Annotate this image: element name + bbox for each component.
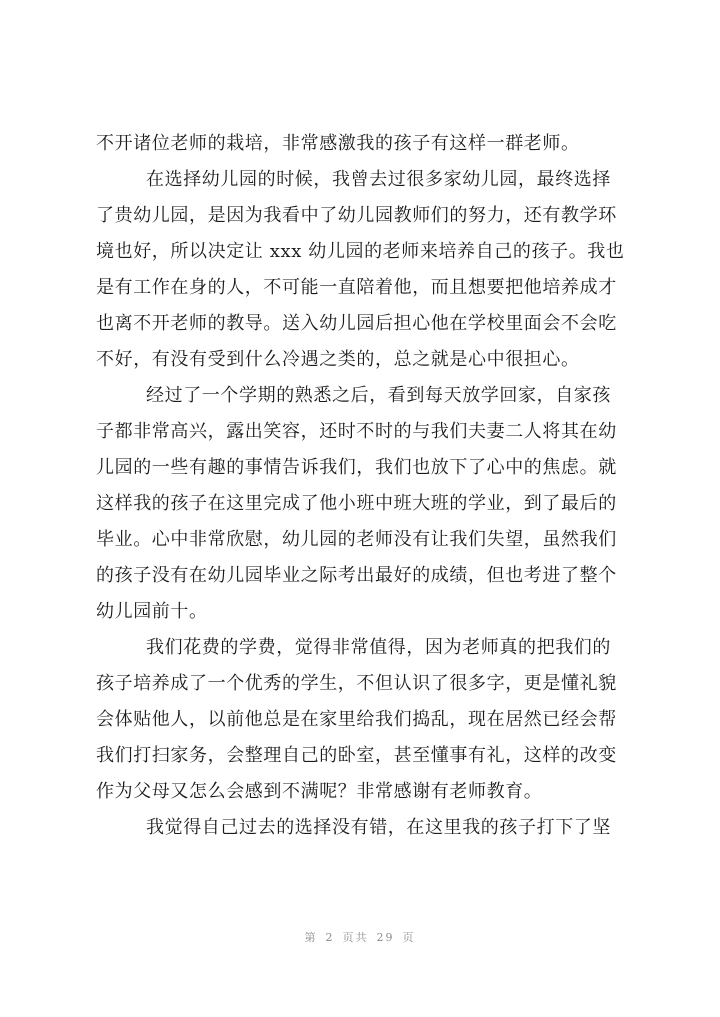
text-line: 这样我的孩子在这里完成了他小班中班大班的学业，到了最后的 [96,493,617,514]
text-line: 子都非常高兴，露出笑容，还时不时的与我们夫妻二人将其在幼 [96,421,617,442]
text-line: 境也好，所以决定让 xxx 幼儿园的老师来培养自己的孩子。我也 [96,241,625,262]
text-line: 也离不开老师的教导。送入幼儿园后担心他在学校里面会不会吃 [96,313,617,334]
text-line: 不好，有没有受到什么冷遇之类的，总之就是心中很担心。 [96,349,580,370]
current-page-number: 2 [325,931,335,944]
text-line: 我们打扫家务，会整理自己的卧室，甚至懂事有礼，这样的改变 [96,745,617,766]
text-line: 毕业。心中非常欣慰，幼儿园的老师没有让我们失望，虽然我们 [96,529,617,550]
text-line: 作为父母又怎么会感到不满呢？非常感谢有老师教育。 [96,781,543,802]
text-line: 是有工作在身的人，不可能一直陪着他，而且想要把他培养成才 [96,277,617,298]
text-line: 幼儿园前十。 [96,601,208,622]
text-line: 不开诸位老师的栽培，非常感激我的孩子有这样一群老师。 [96,133,580,154]
text-line: 孩子培养成了一个优秀的学生，不但认识了很多字，更是懂礼貌 [96,673,617,694]
page-label-prefix: 第 [304,931,318,944]
page-footer [0,929,720,945]
paragraph-start-line: 经过了一个学期的熟悉之后，看到每天放学回家，自家孩 [146,385,611,406]
paragraph-start-line: 我们花费的学费，觉得非常值得，因为老师真的把我们的 [146,637,611,658]
paragraph-start-line: 我觉得自己过去的选择没有错，在这里我的孩子打下了坚 [146,817,611,838]
text-line: 儿园的一些有趣的事情告诉我们，我们也放下了心中的焦虑。就 [96,457,617,478]
page-label-mid: 页共 [342,931,369,944]
paragraph-start-line: 在选择幼儿园的时候，我曾去过很多家幼儿园，最终选择 [146,169,611,190]
total-pages-number: 29 [376,931,395,944]
text-line: 了贵幼儿园，是因为我看中了幼儿园教师们的努力，还有教学环 [96,205,617,226]
document-body [96,126,636,846]
text-line: 会体贴他人，以前他总是在家里给我们捣乱，现在居然已经会帮 [96,709,617,730]
page-label-suffix: 页 [402,931,416,944]
text-line: 的孩子没有在幼儿园毕业之际考出最好的成绩，但也考进了整个 [96,565,617,586]
